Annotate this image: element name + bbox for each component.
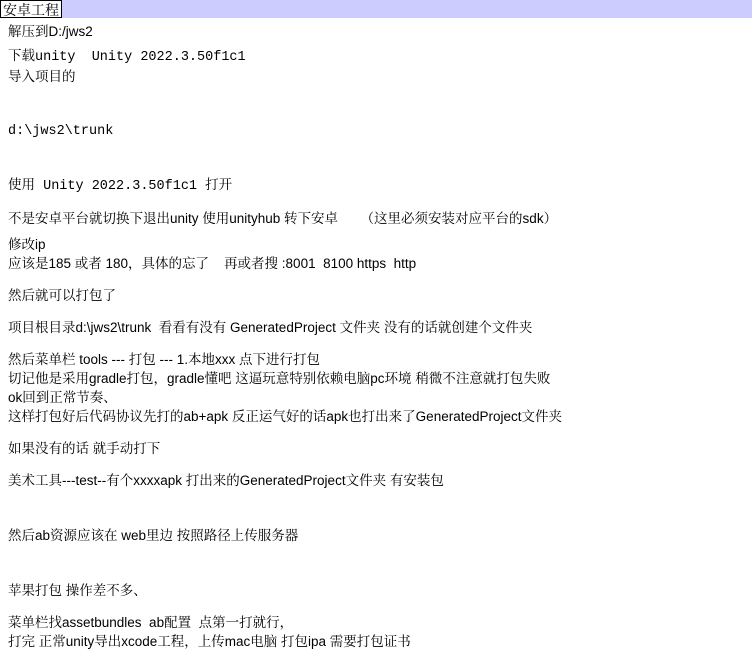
document-line: 解压到D:/jws2: [8, 24, 93, 39]
document-line: 然后ab资源应该在 web里边 按照路径上传服务器: [8, 528, 299, 543]
document-line: [8, 562, 744, 581]
paragraph-spacer: [8, 196, 744, 209]
paragraph-spacer: [8, 305, 744, 318]
paragraph-spacer: [8, 458, 744, 471]
paragraph-spacer: [8, 545, 744, 562]
document-line: ok回到正常节奏、: [8, 390, 117, 405]
paragraph-spacer: [8, 228, 744, 235]
document-title: 安卓工程: [0, 0, 62, 18]
document-line: 然后菜单栏 tools --- 打包 --- 1.本地xxx 点下进行打包: [8, 352, 321, 367]
paragraph-spacer: [8, 273, 744, 286]
title-bar: [0, 0, 752, 18]
document-line: 使用 Unity 2022.3.50f1c1 打开: [8, 179, 233, 194]
document-line: 应该是185 或者 180，具体的忘了 再或者搜 :8001 8100 https http: [8, 256, 417, 271]
paragraph-spacer: [8, 426, 744, 439]
paragraph-spacer: [8, 41, 744, 48]
document-line: 导入项目的: [8, 69, 76, 84]
document-line: 然后就可以打包了: [8, 288, 116, 303]
document-line: 菜单栏找assetbundles ab配置 点第一打就行，: [8, 615, 294, 630]
document-line: 下载unity Unity 2022.3.50f1c1: [8, 50, 246, 65]
document-line: 如果没有的话 就手动打下: [8, 441, 161, 456]
document-line: 这样打包好后代码协议先打的ab+apk 反正运气好的话apk也打出来了GeneratedProject文件夹: [8, 409, 562, 424]
document-line: 项目根目录d:\jws2\trunk 看看有没有 GeneratedProject 文件夹 没有的话就创建个文件夹: [8, 320, 533, 335]
document-line: 打完 正常unity导出xcode工程，上传mac电脑 打包ipa 需要打包证书: [8, 634, 411, 649]
document-line: [8, 103, 744, 122]
document-line: d:\jws2\trunk: [8, 124, 114, 139]
document-line: 不是安卓平台就切换下退出unity 使用unityhub 转下安卓 （这里必须安装对应平台的sdk）: [8, 211, 558, 226]
document-line: 苹果打包 操作差不多、: [8, 583, 147, 598]
document-line: 修改ip: [8, 237, 46, 252]
document-line: 美术工具---test--有个xxxxapk 打出来的GeneratedProject文件夹 有安装包: [8, 473, 444, 488]
document-body: [0, 18, 752, 651]
paragraph-spacer: [8, 490, 744, 507]
document-line: 切记他是采用gradle打包，gradle懂吧 这逼玩意特别依赖电脑pc环境 稍微不注意就打包失败: [8, 371, 551, 386]
paragraph-spacer: [8, 337, 744, 350]
paragraph-spacer: [8, 600, 744, 613]
paragraph-spacer: [8, 141, 744, 158]
paragraph-spacer: [8, 86, 744, 103]
document-line: [8, 158, 744, 177]
document-line: [8, 507, 744, 526]
